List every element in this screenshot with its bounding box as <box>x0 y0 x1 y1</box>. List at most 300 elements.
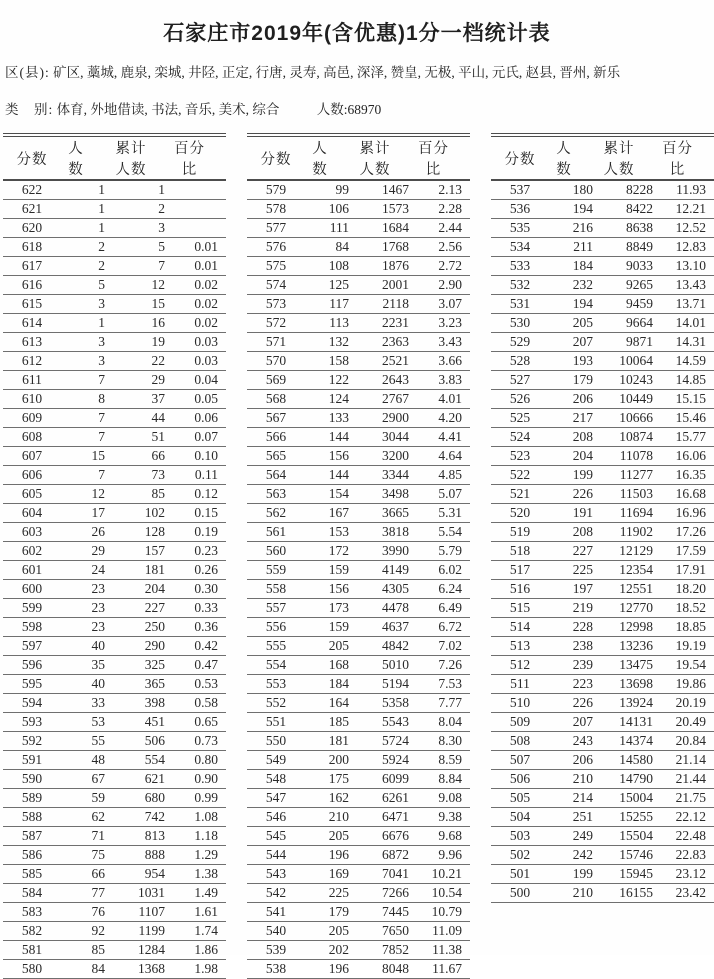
count-cell: 53 <box>61 713 111 732</box>
table-row <box>491 542 714 561</box>
percent-cell: 0.73 <box>173 732 226 751</box>
score-table-3 <box>491 133 714 903</box>
cumulative-cell: 16 <box>111 314 173 333</box>
count-cell: 208 <box>549 523 599 542</box>
percent-cell: 10.54 <box>417 884 470 903</box>
score-cell: 618 <box>3 238 61 257</box>
score-cell: 545 <box>247 827 305 846</box>
cumulative-cell: 13924 <box>599 694 661 713</box>
cumulative-cell: 6872 <box>355 846 417 865</box>
score-cell: 569 <box>247 371 305 390</box>
count-cell: 99 <box>305 180 355 200</box>
score-cell: 527 <box>491 371 549 390</box>
count-cell: 180 <box>549 180 599 200</box>
table-row <box>247 333 470 352</box>
count-cell: 223 <box>549 675 599 694</box>
score-cell: 538 <box>247 960 305 979</box>
percent-cell: 0.04 <box>173 371 226 390</box>
count-cell: 206 <box>549 751 599 770</box>
count-cell: 194 <box>549 200 599 219</box>
score-cell: 570 <box>247 352 305 371</box>
tables-container <box>3 133 713 979</box>
table-row <box>491 694 714 713</box>
table-row <box>247 941 470 960</box>
count-cell: 184 <box>305 675 355 694</box>
table-row <box>491 219 714 238</box>
cumulative-cell: 15 <box>111 295 173 314</box>
count-cell: 205 <box>305 827 355 846</box>
percent-cell: 0.36 <box>173 618 226 637</box>
score-cell: 530 <box>491 314 549 333</box>
table-row <box>3 827 226 846</box>
table-row <box>3 200 226 219</box>
score-cell: 602 <box>3 542 61 561</box>
percent-cell: 0.10 <box>173 447 226 466</box>
col-header-count: 人数 <box>61 135 111 180</box>
score-cell: 577 <box>247 219 305 238</box>
table-row <box>247 523 470 542</box>
score-cell: 522 <box>491 466 549 485</box>
table-row <box>3 808 226 827</box>
score-cell: 505 <box>491 789 549 808</box>
count-cell: 24 <box>61 561 111 580</box>
cumulative-cell: 2001 <box>355 276 417 295</box>
table-row <box>491 295 714 314</box>
table-row <box>3 694 226 713</box>
table-row <box>247 200 470 219</box>
table-row <box>247 447 470 466</box>
cumulative-cell: 8422 <box>599 200 661 219</box>
cumulative-cell: 6676 <box>355 827 417 846</box>
score-cell: 603 <box>3 523 61 542</box>
score-cell: 598 <box>3 618 61 637</box>
table-row <box>491 561 714 580</box>
cumulative-cell: 66 <box>111 447 173 466</box>
score-cell: 526 <box>491 390 549 409</box>
table-row <box>491 827 714 846</box>
table-row <box>247 846 470 865</box>
table-row <box>247 466 470 485</box>
cumulative-cell: 742 <box>111 808 173 827</box>
percent-cell: 6.24 <box>417 580 470 599</box>
score-cell: 580 <box>3 960 61 979</box>
table-row <box>247 789 470 808</box>
cumulative-cell: 15504 <box>599 827 661 846</box>
percent-cell: 22.48 <box>661 827 714 846</box>
page-title: 石家庄市2019年(含优惠)1分一档统计表 <box>163 22 551 45</box>
score-cell: 553 <box>247 675 305 694</box>
score-cell: 515 <box>491 599 549 618</box>
cumulative-cell: 14374 <box>599 732 661 751</box>
cumulative-cell: 10064 <box>599 352 661 371</box>
score-cell: 507 <box>491 751 549 770</box>
score-cell: 560 <box>247 542 305 561</box>
percent-cell: 10.21 <box>417 865 470 884</box>
percent-cell: 4.01 <box>417 390 470 409</box>
count-cell: 179 <box>305 903 355 922</box>
count-cell: 196 <box>305 960 355 979</box>
cumulative-cell: 3665 <box>355 504 417 523</box>
count-cell: 179 <box>549 371 599 390</box>
score-cell: 534 <box>491 238 549 257</box>
count-cell: 238 <box>549 637 599 656</box>
cumulative-cell: 5194 <box>355 675 417 694</box>
count-cell: 2 <box>61 257 111 276</box>
cumulative-cell: 1684 <box>355 219 417 238</box>
cumulative-cell: 398 <box>111 694 173 713</box>
percent-cell: 8.84 <box>417 770 470 789</box>
percent-cell: 1.49 <box>173 884 226 903</box>
district-label: 区(县): <box>5 65 50 80</box>
cumulative-cell: 12551 <box>599 580 661 599</box>
percent-cell: 9.68 <box>417 827 470 846</box>
percent-cell: 0.53 <box>173 675 226 694</box>
score-cell: 550 <box>247 732 305 751</box>
cumulative-cell: 157 <box>111 542 173 561</box>
percent-cell: 8.30 <box>417 732 470 751</box>
score-cell: 584 <box>3 884 61 903</box>
count-cell: 232 <box>549 276 599 295</box>
cumulative-cell: 1368 <box>111 960 173 979</box>
count-cell: 211 <box>549 238 599 257</box>
percent-cell: 17.26 <box>661 523 714 542</box>
count-cell: 85 <box>61 941 111 960</box>
cumulative-cell: 12770 <box>599 599 661 618</box>
count-cell: 207 <box>549 333 599 352</box>
percent-cell: 10.79 <box>417 903 470 922</box>
table-row <box>3 428 226 447</box>
score-cell: 547 <box>247 789 305 808</box>
score-cell: 535 <box>491 219 549 238</box>
percent-cell: 17.59 <box>661 542 714 561</box>
count-cell: 216 <box>549 219 599 238</box>
count-cell: 164 <box>305 694 355 713</box>
percent-cell: 11.93 <box>661 180 714 200</box>
table-row <box>491 257 714 276</box>
cumulative-cell: 14131 <box>599 713 661 732</box>
count-cell: 251 <box>549 808 599 827</box>
table-row <box>491 865 714 884</box>
cumulative-cell: 10666 <box>599 409 661 428</box>
count-cell: 239 <box>549 656 599 675</box>
percent-cell: 2.44 <box>417 219 470 238</box>
score-cell: 517 <box>491 561 549 580</box>
score-cell: 539 <box>247 941 305 960</box>
cumulative-cell: 13236 <box>599 637 661 656</box>
cumulative-cell: 1876 <box>355 257 417 276</box>
count-cell: 194 <box>549 295 599 314</box>
cumulative-cell: 250 <box>111 618 173 637</box>
table-row <box>3 618 226 637</box>
count-cell: 23 <box>61 618 111 637</box>
score-cell: 621 <box>3 200 61 219</box>
table-row <box>491 485 714 504</box>
count-cell: 17 <box>61 504 111 523</box>
table-row <box>247 390 470 409</box>
count-cell: 76 <box>61 903 111 922</box>
count-cell: 204 <box>549 447 599 466</box>
percent-cell: 16.68 <box>661 485 714 504</box>
count-cell: 67 <box>61 770 111 789</box>
count-cell: 172 <box>305 542 355 561</box>
percent-cell <box>173 219 226 238</box>
table-row <box>3 580 226 599</box>
count-cell: 173 <box>305 599 355 618</box>
score-cell: 563 <box>247 485 305 504</box>
score-cell: 608 <box>3 428 61 447</box>
cumulative-cell: 9459 <box>599 295 661 314</box>
table-row <box>491 580 714 599</box>
cumulative-cell: 8228 <box>599 180 661 200</box>
percent-cell: 22.12 <box>661 808 714 827</box>
percent-cell: 20.19 <box>661 694 714 713</box>
count-cell: 144 <box>305 428 355 447</box>
score-cell: 581 <box>3 941 61 960</box>
score-cell: 622 <box>3 180 61 200</box>
table-row <box>247 618 470 637</box>
count-cell: 84 <box>61 960 111 979</box>
count-cell: 92 <box>61 922 111 941</box>
score-cell: 518 <box>491 542 549 561</box>
table-row <box>3 903 226 922</box>
score-cell: 601 <box>3 561 61 580</box>
cumulative-cell: 12129 <box>599 542 661 561</box>
cumulative-cell: 2521 <box>355 352 417 371</box>
table-row <box>3 846 226 865</box>
table-row <box>247 694 470 713</box>
cumulative-cell: 5010 <box>355 656 417 675</box>
score-cell: 605 <box>3 485 61 504</box>
cumulative-cell: 6471 <box>355 808 417 827</box>
percent-cell: 17.91 <box>661 561 714 580</box>
district-list: 矿区, 藁城, 鹿泉, 栾城, 井陉, 正定, 行唐, 灵寿, 高邑, 深泽, 赞皇, 无极, 平山, 元氏, 赵县, 晋州, 新乐 <box>53 65 621 80</box>
score-cell: 514 <box>491 618 549 637</box>
count-cell: 3 <box>61 352 111 371</box>
score-cell: 555 <box>247 637 305 656</box>
col-header-percent: 百分比 <box>661 135 714 180</box>
percent-cell: 8.04 <box>417 713 470 732</box>
percent-cell: 9.38 <box>417 808 470 827</box>
score-cell: 594 <box>3 694 61 713</box>
percent-cell: 12.21 <box>661 200 714 219</box>
score-cell: 614 <box>3 314 61 333</box>
cumulative-cell: 5724 <box>355 732 417 751</box>
cumulative-cell: 9033 <box>599 257 661 276</box>
cumulative-cell: 19 <box>111 333 173 352</box>
count-cell: 184 <box>549 257 599 276</box>
percent-cell: 2.56 <box>417 238 470 257</box>
count-cell: 168 <box>305 656 355 675</box>
score-cell: 512 <box>491 656 549 675</box>
percent-cell: 0.90 <box>173 770 226 789</box>
count-cell: 193 <box>549 352 599 371</box>
cumulative-cell: 1107 <box>111 903 173 922</box>
table-row <box>3 732 226 751</box>
count-cell: 7 <box>61 371 111 390</box>
percent-cell: 3.83 <box>417 371 470 390</box>
cumulative-cell: 9265 <box>599 276 661 295</box>
cumulative-cell: 11078 <box>599 447 661 466</box>
percent-cell: 14.59 <box>661 352 714 371</box>
score-cell: 579 <box>247 180 305 200</box>
count-cell: 225 <box>305 884 355 903</box>
cumulative-cell: 1 <box>111 180 173 200</box>
score-cell: 597 <box>3 637 61 656</box>
table-row <box>491 713 714 732</box>
score-cell: 511 <box>491 675 549 694</box>
table-row <box>247 903 470 922</box>
cumulative-cell: 3818 <box>355 523 417 542</box>
cumulative-cell: 4478 <box>355 599 417 618</box>
table-row <box>247 238 470 257</box>
percent-cell: 9.08 <box>417 789 470 808</box>
score-cell: 609 <box>3 409 61 428</box>
cumulative-cell: 5 <box>111 238 173 257</box>
cumulative-cell: 1199 <box>111 922 173 941</box>
table-row <box>3 447 226 466</box>
category-list: 体育, 外地借读, 书法, 音乐, 美术, 综合 <box>56 102 280 117</box>
score-cell: 606 <box>3 466 61 485</box>
cumulative-cell: 4149 <box>355 561 417 580</box>
percent-cell: 16.06 <box>661 447 714 466</box>
percent-cell: 23.42 <box>661 884 714 903</box>
cumulative-cell: 2363 <box>355 333 417 352</box>
count-cell: 205 <box>549 314 599 333</box>
score-cell: 559 <box>247 561 305 580</box>
count-cell: 217 <box>549 409 599 428</box>
count-cell: 113 <box>305 314 355 333</box>
cumulative-cell: 6099 <box>355 770 417 789</box>
cumulative-cell: 680 <box>111 789 173 808</box>
cumulative-cell: 2767 <box>355 390 417 409</box>
district-line <box>5 62 710 84</box>
cumulative-cell: 8849 <box>599 238 661 257</box>
score-cell: 525 <box>491 409 549 428</box>
table-row <box>3 276 226 295</box>
score-cell: 523 <box>491 447 549 466</box>
count-cell: 205 <box>305 922 355 941</box>
table-row <box>3 884 226 903</box>
percent-cell: 3.23 <box>417 314 470 333</box>
percent-cell: 0.30 <box>173 580 226 599</box>
cumulative-cell: 4637 <box>355 618 417 637</box>
count-cell: 210 <box>305 808 355 827</box>
score-cell: 592 <box>3 732 61 751</box>
count-cell: 214 <box>549 789 599 808</box>
score-cell: 524 <box>491 428 549 447</box>
cumulative-cell: 85 <box>111 485 173 504</box>
cumulative-cell: 128 <box>111 523 173 542</box>
table-row <box>247 428 470 447</box>
table-row <box>3 542 226 561</box>
cumulative-cell: 7650 <box>355 922 417 941</box>
percent-cell: 15.15 <box>661 390 714 409</box>
cumulative-cell: 37 <box>111 390 173 409</box>
table-row <box>491 390 714 409</box>
cumulative-cell: 12 <box>111 276 173 295</box>
table-row <box>3 960 226 979</box>
col-header-cumulative: 累计人数 <box>111 135 173 180</box>
percent-cell: 6.02 <box>417 561 470 580</box>
cumulative-cell: 204 <box>111 580 173 599</box>
score-cell: 576 <box>247 238 305 257</box>
count-cell: 154 <box>305 485 355 504</box>
percent-cell: 6.49 <box>417 599 470 618</box>
count-cell: 111 <box>305 219 355 238</box>
table-row <box>3 238 226 257</box>
score-cell: 611 <box>3 371 61 390</box>
count-cell: 122 <box>305 371 355 390</box>
cumulative-cell: 3498 <box>355 485 417 504</box>
table-row <box>491 352 714 371</box>
count-cell: 228 <box>549 618 599 637</box>
percent-cell: 0.05 <box>173 390 226 409</box>
cumulative-cell: 9871 <box>599 333 661 352</box>
table-row <box>491 371 714 390</box>
table-row <box>3 180 226 200</box>
score-cell: 599 <box>3 599 61 618</box>
count-cell: 3 <box>61 295 111 314</box>
cumulative-cell: 11277 <box>599 466 661 485</box>
table-row <box>247 656 470 675</box>
score-cell: 543 <box>247 865 305 884</box>
cumulative-cell: 3344 <box>355 466 417 485</box>
score-cell: 565 <box>247 447 305 466</box>
table-row <box>247 580 470 599</box>
count-cell: 200 <box>305 751 355 770</box>
cumulative-cell: 3044 <box>355 428 417 447</box>
cumulative-cell: 2 <box>111 200 173 219</box>
percent-cell: 1.98 <box>173 960 226 979</box>
cumulative-cell: 14580 <box>599 751 661 770</box>
col-header-percent: 百分比 <box>173 135 226 180</box>
count-cell: 1 <box>61 314 111 333</box>
score-cell: 502 <box>491 846 549 865</box>
count-cell: 48 <box>61 751 111 770</box>
table-row <box>491 732 714 751</box>
table-row <box>247 561 470 580</box>
count-cell: 55 <box>61 732 111 751</box>
percent-cell: 18.52 <box>661 599 714 618</box>
count-cell: 159 <box>305 561 355 580</box>
percent-cell: 19.19 <box>661 637 714 656</box>
count-cell: 77 <box>61 884 111 903</box>
table-row <box>247 884 470 903</box>
table-row <box>491 808 714 827</box>
score-cell: 620 <box>3 219 61 238</box>
count-cell: 158 <box>305 352 355 371</box>
score-cell: 546 <box>247 808 305 827</box>
percent-cell: 0.26 <box>173 561 226 580</box>
table-row <box>3 409 226 428</box>
count-cell: 156 <box>305 447 355 466</box>
score-cell: 591 <box>3 751 61 770</box>
count-cell: 1 <box>61 200 111 219</box>
percent-cell: 8.59 <box>417 751 470 770</box>
count-cell: 175 <box>305 770 355 789</box>
count-cell: 8 <box>61 390 111 409</box>
table-row <box>247 808 470 827</box>
table-row <box>247 770 470 789</box>
cumulative-cell: 12354 <box>599 561 661 580</box>
table-row <box>3 922 226 941</box>
percent-cell: 15.77 <box>661 428 714 447</box>
score-cell: 551 <box>247 713 305 732</box>
score-cell: 542 <box>247 884 305 903</box>
percent-cell: 1.38 <box>173 865 226 884</box>
cumulative-cell: 9664 <box>599 314 661 333</box>
percent-cell: 19.86 <box>661 675 714 694</box>
